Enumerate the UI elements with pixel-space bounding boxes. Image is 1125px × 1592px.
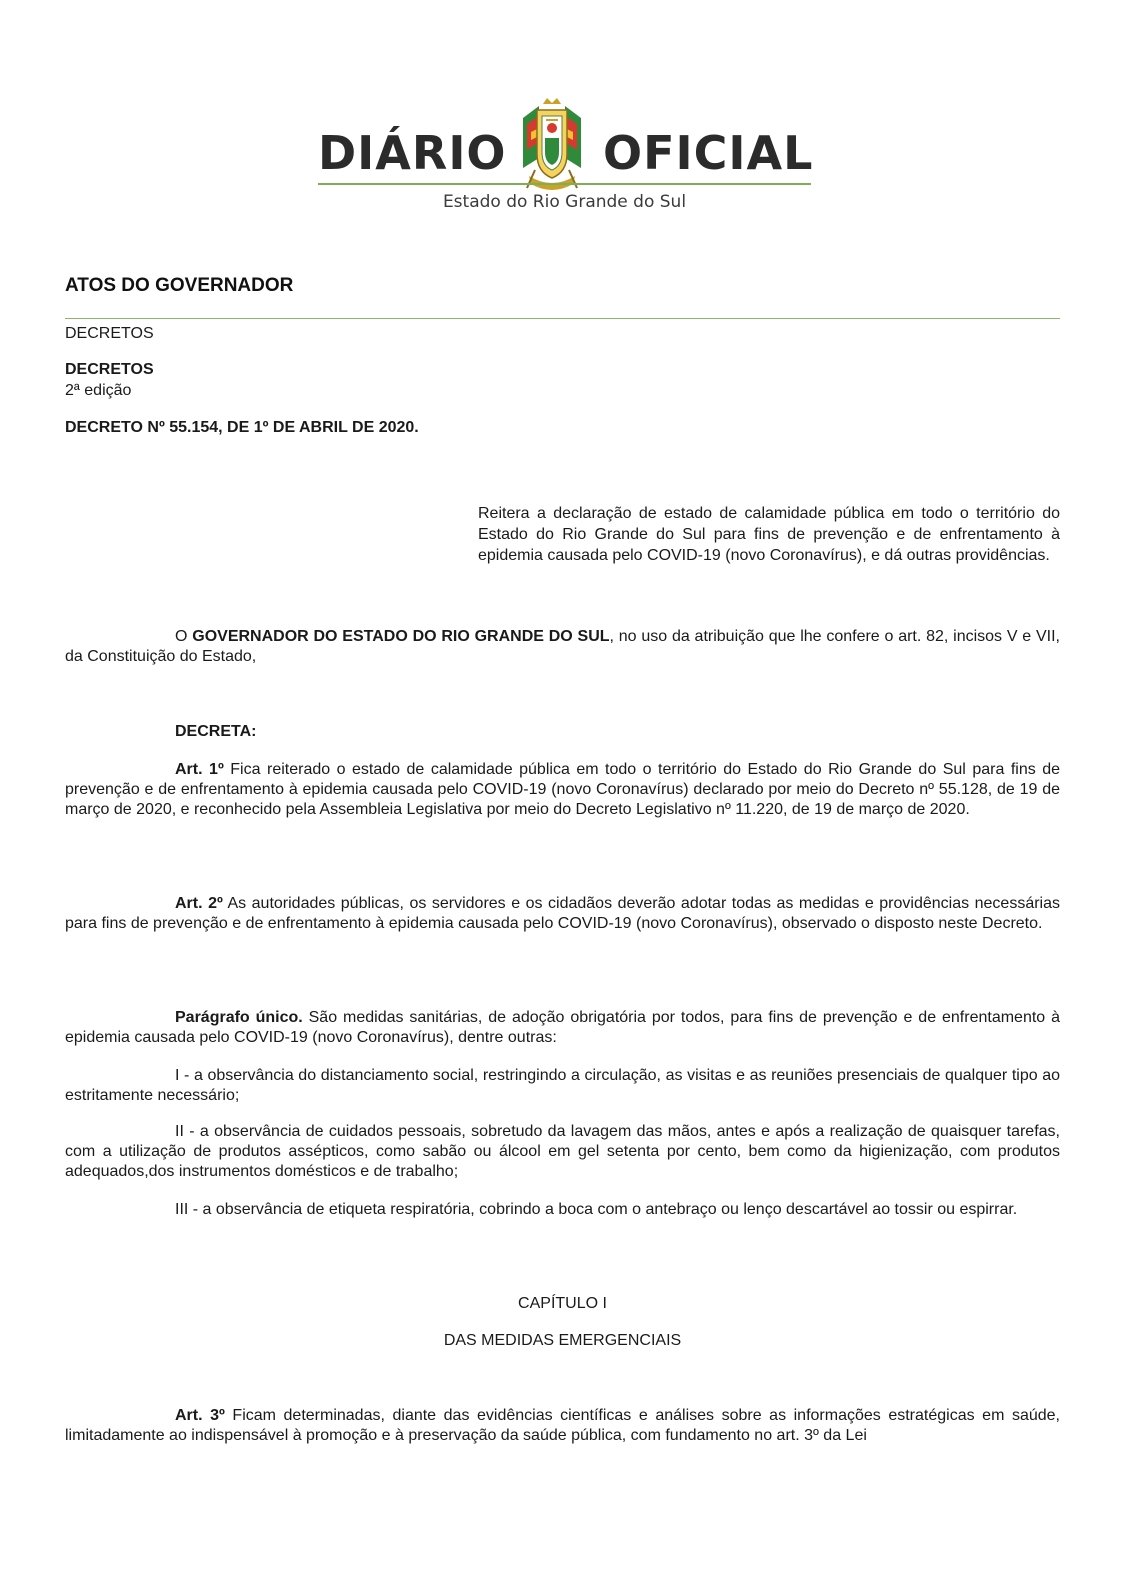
paragrafo-label: Parágrafo único.	[175, 1009, 303, 1026]
article-1-label: Art. 1º	[175, 761, 224, 778]
preamble-lead: O	[175, 628, 193, 645]
category-label: DECRETOS	[65, 325, 154, 342]
article-3-label: Art. 3º	[175, 1407, 225, 1424]
article-3-text: Ficam determinadas, diante das evidências científicas e análises sobre as informações estratégicas em saúde, limitadamente ao indispensável à promoção e à preservação da saúde pública, com fundamento no art. 3º da Lei	[65, 1407, 1060, 1444]
chapter-title: DAS MEDIDAS EMERGENCIAIS	[443, 1332, 682, 1349]
section-divider	[65, 318, 1060, 319]
section-title: ATOS DO GOVERNADOR	[65, 275, 294, 296]
article-3	[65, 1406, 1060, 1446]
edition-label: 2ª edição	[65, 382, 132, 399]
inciso-3: III - a observância de etiqueta respiratória, cobrindo a boca com o antebraço ou lenço descartável ao tossir ou espirrar.	[175, 1201, 1018, 1218]
masthead-subtitle: Estado do Rio Grande do Sul	[442, 192, 687, 212]
masthead	[0, 88, 1125, 228]
paragrafo-text: São medidas sanitárias, de adoção obrigatória por todos, para fins de prevenção e de enfrentamento à epidemia causada pelo COVID-19 (novo Coronavírus), dentre outras:	[65, 1009, 1060, 1046]
article-2-text: As autoridades públicas, os servidores e os cidadãos deverão adotar todas as medidas e providências necessárias para fins de prevenção e de enfrentamento à epidemia causada pelo COVID-19 (novo Coronavírus), observado o disposto neste Decreto.	[65, 895, 1061, 932]
decree-number: DECRETO Nº 55.154, DE 1º DE ABRIL DE 2020.	[65, 419, 419, 436]
paragrafo-unico	[65, 1008, 1060, 1048]
preamble-rest: , no uso da atribuição que lhe confere o art. 82, incisos V e VII, da Constituição do Estado,	[65, 628, 1061, 665]
article-1	[65, 760, 1060, 820]
masthead-title-left: DIÁRIO	[318, 126, 507, 180]
state-coat-of-arms-icon	[513, 98, 591, 196]
subcategory-label: DECRETOS	[65, 361, 154, 378]
article-1-text: Fica reiterado o estado de calamidade pública em todo o território do Estado do Rio Grande do Sul para fins de prevenção e de enfrentamento à epidemia causada pelo COVID-19 (novo Coronavírus) declarado por meio do Decreto nº 55.128, de 19 de março de 2020, e reconhecido pela Assembleia Legislativa por meio do Decreto Legislativo nº 11.220, de 19 de março de 2020.	[65, 761, 1061, 818]
article-2-label: Art. 2º	[175, 895, 223, 912]
article-2	[65, 894, 1060, 934]
inciso-1: I - a observância do distanciamento social, restringindo a circulação, as visitas e as reuniões presenciais de qualquer tipo ao estritamente necessário;	[65, 1067, 1060, 1104]
decree-preamble	[65, 627, 1060, 667]
decree-ementa: Reitera a declaração de estado de calamidade pública em todo o território do Estado do Rio Grande do Sul para fins de prevenção e de enfrentamento à epidemia causada pelo COVID-19 (novo Coronavírus), e dá outras providências.	[478, 505, 1060, 564]
preamble-governor: GOVERNADOR DO ESTADO DO RIO GRANDE DO SUL	[192, 628, 610, 645]
chapter-number: CAPÍTULO I	[518, 1295, 607, 1312]
inciso-2: II - a observância de cuidados pessoais, sobretudo da lavagem das mãos, antes e após a realização de quaisquer tarefas, com a utilização de produtos assépticos, como sabão ou álcool em gel setenta por cento, bem como da higienização, com produtos adequados,dos instrumentos domésticos e de trabalho;	[65, 1123, 1060, 1180]
masthead-rule	[318, 183, 811, 185]
masthead-title-right: OFICIAL	[603, 126, 814, 180]
decreta-heading: DECRETA:	[175, 723, 257, 740]
